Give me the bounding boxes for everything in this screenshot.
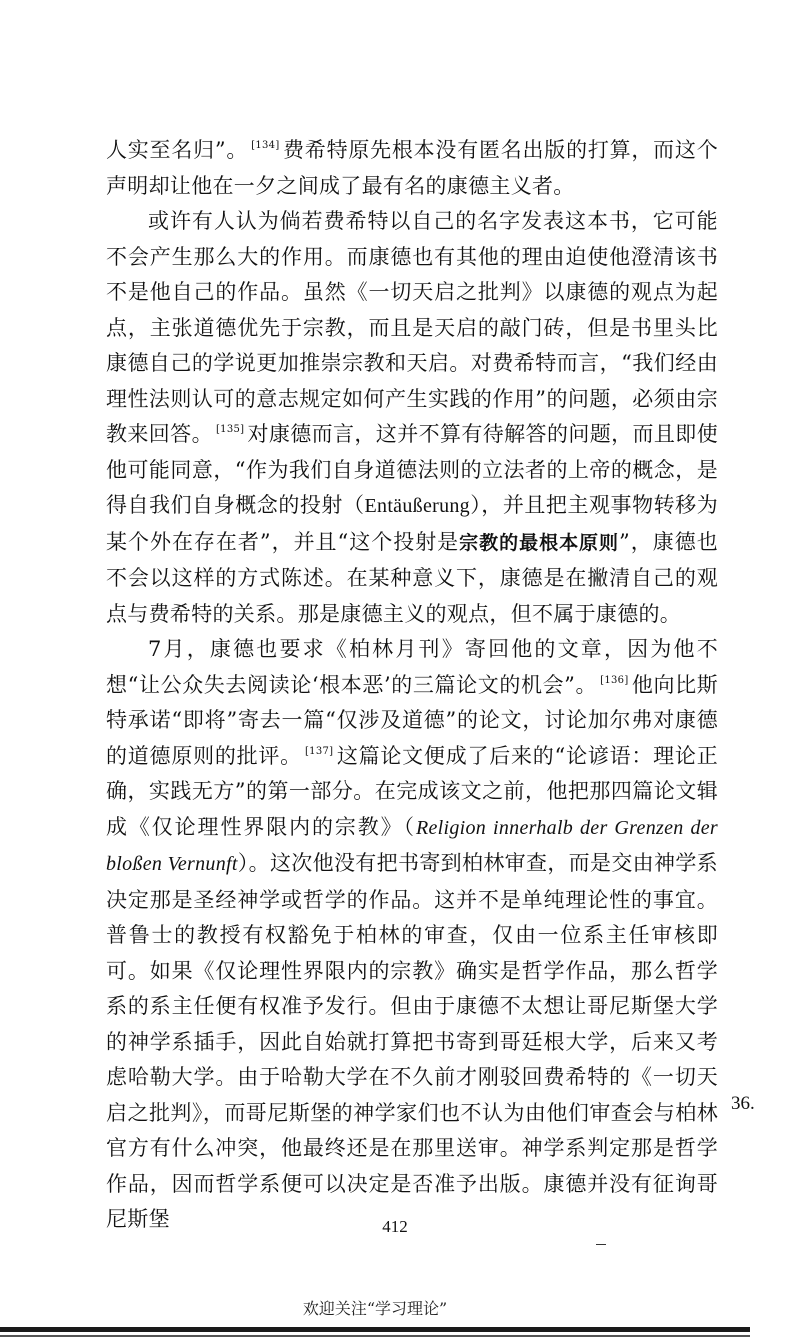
footer-watermark-text: 欢迎关注“学习理论”: [302, 1299, 448, 1318]
text-run: ）。这次他没有把书寄到柏林审查，而是交由神学系决定那是圣经神学或哲学的作品。这并不是单纯理论性的事宜。普鲁士的教授有权豁免于柏林的审查，仅由一位系主任审核即可。如果《仅论理性界限内的宗教》确实是哲学作品，那么哲学系的系主任便有权准予发行。但由于康德不太想让哥尼斯堡大学的神学系插手，因此自始就打算把书寄到哥廷根大学，后来又考虑哈勒大学。由于哈勒大学在不久前才刚驳回费希特的《一切天启之批判》，而哥尼斯堡的神学家们也不认为由他们审查会与柏林官方有什么冲突，他最终还是在那里送审。神学系判定那是哲学作品，因而哲学系便可以决定是否准予出版。康德并没有征询哥尼斯堡: [106, 851, 718, 1231]
book-title-original: Religion innerhalb der Grenzen der bloßen Vernunft: [106, 816, 719, 875]
text-run: ”，康德也不会以这样的方式陈述。在某种意义下，康德是在撇清自己的观点与费希特的关系。那是康德主义的观点，但不属于康德的。: [106, 529, 718, 626]
text-run: 这篇论文便成了后来的“论谚语：理论正确，实践无方”的第一部分。在完成该文之前，他把那四篇论文辑成《仅论理性界限内的宗教》（: [106, 743, 719, 839]
text-run: 7月，康德也要求《柏林月刊》寄回他的文章，因为他不想“让公众失去阅读论‘根本恶’的三篇论文的机会”。: [106, 637, 718, 697]
footnote-ref: [137]: [304, 745, 334, 757]
paragraph-1: [106, 133, 718, 204]
scan-bottom-border-lower: [0, 1335, 750, 1337]
page-number: 412: [382, 1217, 408, 1236]
footnote-ref: [136]: [600, 674, 629, 686]
foreign-term: Entäußerung: [364, 495, 470, 517]
text-run: 对康德而言，这并不算有待解答的问题，而且即使他可能同意，“作为我们自身道德法则的立法者的上帝的概念，是得自我们自身概念的投射（: [106, 422, 718, 517]
body-text: [106, 133, 718, 1238]
text-run: 他向比斯特承诺“即将”寄去一篇“仅涉及道德”的论文，讨论加尔弗对康德的道德原则的批评。: [106, 672, 718, 768]
scan-bottom-border: [0, 1327, 750, 1332]
text-run: 或许有人认为倘若费希特以自己的名字发表这本书，它可能不会产生那么大的作用。而康德也有其他的理由迫使他澄清该书不是他自己的作品。虽然《一切天启之批判》以康德的观点为起点，主张道德优先于宗教，而且是天启的敲门砖，但是书里头比康德自己的学说更加推崇宗教和天启。对费希特而言，“我们经由理性法则认可的意志规定如何产生实践的作用”的问题，必须由宗教来回答。: [106, 209, 718, 446]
paragraph-3: [106, 632, 718, 1238]
text-run: 人实至名归”。: [106, 138, 249, 162]
footnote-ref: [135]: [215, 424, 245, 435]
text-run: 费希特原先根本没有匿名出版的打算，而这个声明却让他在一夕之间成了最有名的康德主义者。: [106, 138, 719, 198]
emphasized-text: 宗教的最根本原则: [459, 531, 620, 554]
text-run: ），并且把主观事物转移为某个外在存在者”，并且“这个投射是: [106, 493, 718, 554]
paragraph-2: [106, 204, 718, 632]
margin-page-reference: 36.: [731, 1093, 755, 1114]
scan-mark: [596, 1244, 606, 1245]
footnote-ref: [134]: [251, 140, 280, 151]
